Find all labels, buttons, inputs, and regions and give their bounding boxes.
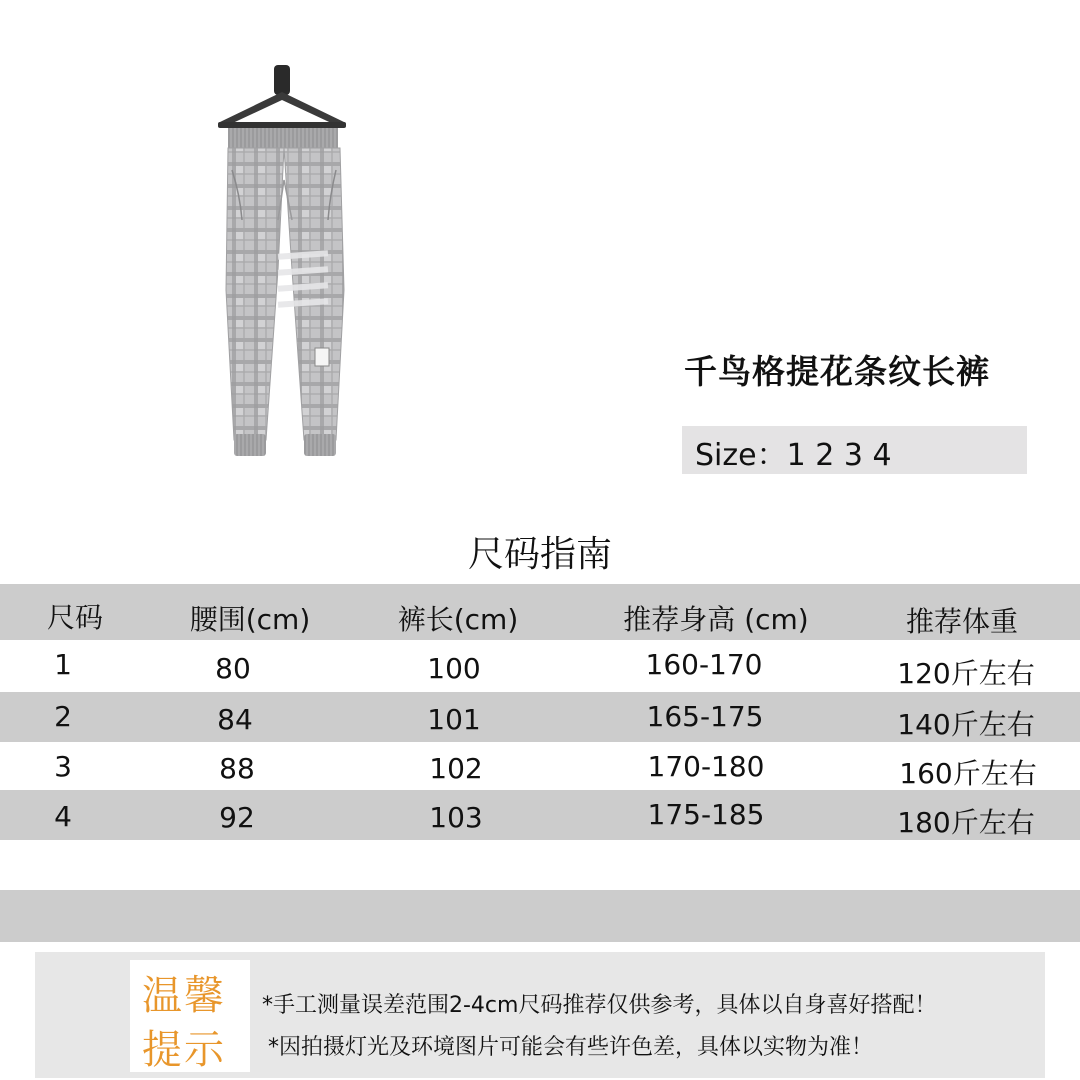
- cell-size: 3: [54, 750, 72, 783]
- table-row: [0, 790, 1080, 840]
- header-height: 推荐身高 (cm): [623, 603, 809, 636]
- cell-weight: 160斤左右: [899, 757, 1037, 790]
- size-options-label: Size：1 2 3 4: [695, 438, 892, 473]
- cell-height: 175-185: [647, 798, 765, 831]
- size-guide-title: 尺码指南: [467, 534, 612, 575]
- table-row: [0, 692, 1080, 742]
- cell-height: 165-175: [646, 700, 764, 733]
- cell-weight: 140斤左右: [897, 708, 1035, 741]
- hanger-icon: [218, 65, 346, 128]
- warm-tip-line-1: 温馨: [142, 973, 226, 1019]
- cell-waist: 80: [215, 652, 251, 685]
- cell-waist: 84: [217, 703, 253, 736]
- notice-line-2: *因拍摄灯光及环境图片可能会有些许色差，具体以实物为准！: [268, 1035, 874, 1060]
- cell-size: 2: [54, 700, 72, 733]
- cell-size: 4: [54, 800, 72, 833]
- cell-length: 101: [427, 703, 481, 736]
- divider-banner: [0, 890, 1080, 942]
- table-header-row: [0, 584, 1080, 640]
- cell-height: 160-170: [645, 648, 763, 681]
- header-size: 尺码: [46, 601, 104, 634]
- size-options-box: [682, 426, 1027, 474]
- header-weight: 推荐体重: [905, 605, 1019, 638]
- cell-size: 1: [54, 648, 72, 681]
- table-row: [0, 742, 1080, 790]
- cell-weight: 120斤左右: [897, 657, 1035, 690]
- cell-length: 103: [429, 801, 483, 834]
- cell-length: 100: [427, 652, 481, 685]
- header-waist: 腰围(cm): [189, 603, 311, 636]
- cell-length: 102: [429, 752, 483, 785]
- warm-tip-label: [130, 960, 250, 1072]
- notice-line-1: *手工测量误差范围2-4cm尺码推荐仅供参考，具体以自身喜好搭配！: [262, 993, 937, 1018]
- product-photo: [100, 30, 660, 530]
- table-row: [0, 640, 1080, 692]
- product-title: 千鸟格提花条纹长裤: [684, 352, 990, 391]
- cell-height: 170-180: [647, 750, 765, 783]
- header-length: 裤长(cm): [397, 603, 519, 636]
- cell-waist: 92: [219, 801, 255, 834]
- warm-tip-line-2: 提示: [142, 1027, 226, 1073]
- cell-waist: 88: [219, 752, 255, 785]
- pants-illustration: [100, 30, 660, 530]
- cell-weight: 180斤左右: [897, 806, 1035, 839]
